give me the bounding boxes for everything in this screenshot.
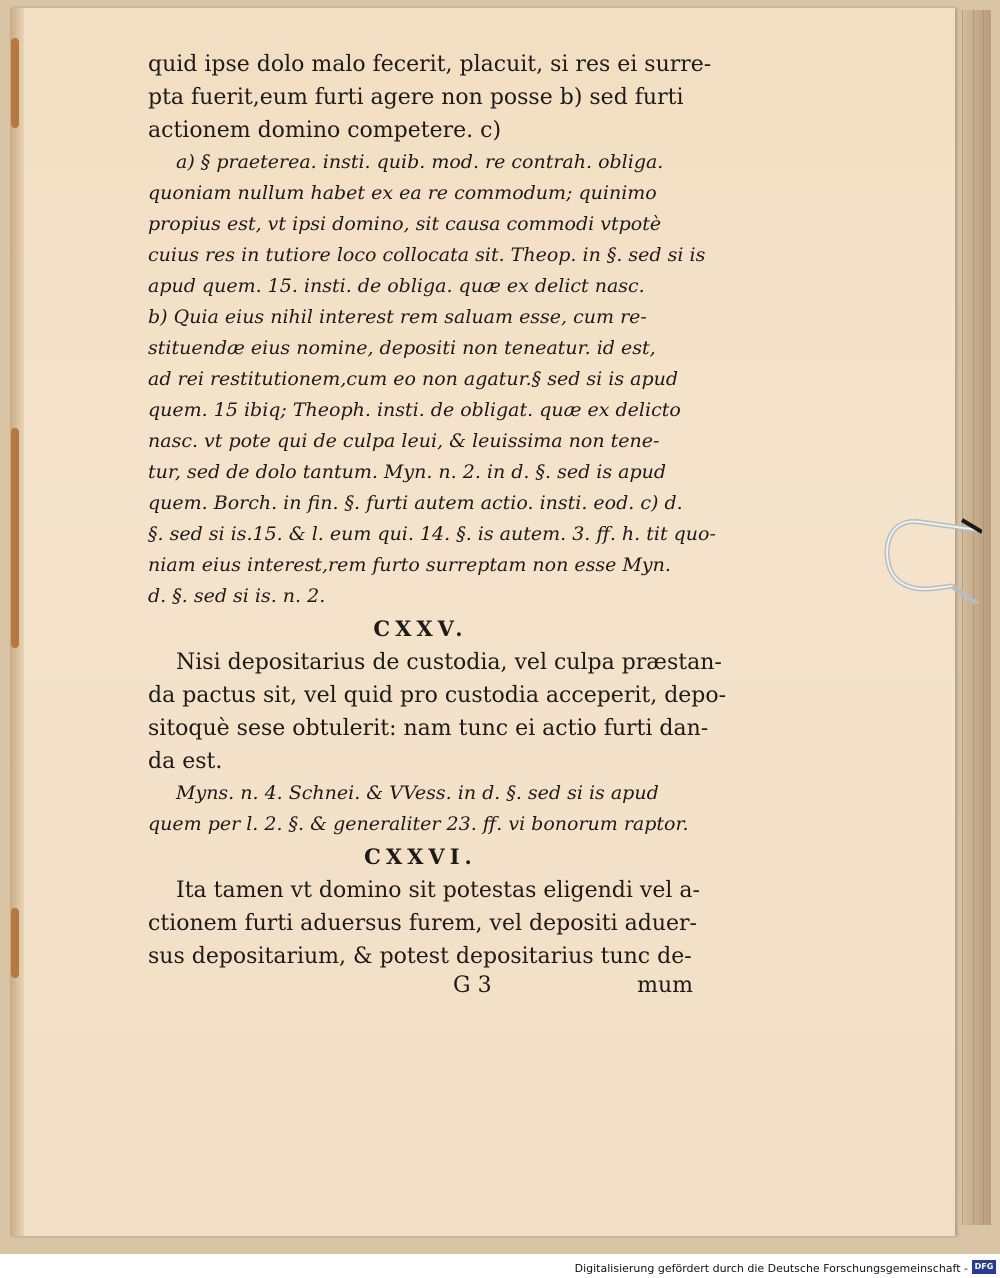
footnote-line: a) § praeterea. insti. quib. mod. re contrah. obliga. xyxy=(176,151,664,173)
footnote-line: quem. 15 ibiq; Theoph. insti. de obligat. quæ ex delicto xyxy=(148,399,681,421)
book-page xyxy=(10,8,955,1236)
binding-thread xyxy=(11,38,19,128)
binding-edge xyxy=(10,8,24,1236)
text-line: da pactus sit, vel quid pro custodia acceperit, depo- xyxy=(148,683,727,708)
paperclip-icon xyxy=(882,512,982,604)
footnote-line: cuius res in tutiore loco collocata sit. Theop. in §. sed si is xyxy=(148,244,706,266)
footnote-line: stituendæ eius nomine, depositi non teneatur. id est, xyxy=(148,337,656,359)
footnote-line: quem. Borch. in fin. §. furti autem actio. insti. eod. c) d. xyxy=(148,492,683,514)
footnote-line: nasc. vt pote qui de culpa leui, & leuissima non tene- xyxy=(148,430,660,452)
text-line: Ita tamen vt domino sit potestas eligendi vel a- xyxy=(176,878,700,903)
text-line: pta fuerit,eum furti agere non posse b) sed furti xyxy=(148,85,684,110)
footnote-line: quoniam nullum habet ex ea re commodum; quinimo xyxy=(148,182,657,204)
footnote-line: ad rei restitutionem,cum eo non agatur.§ sed si is apud xyxy=(148,368,679,390)
section-heading-cxxvi: CXXVI. xyxy=(364,844,477,869)
text-line: Nisi depositarius de custodia, vel culpa præstan- xyxy=(176,650,722,675)
footer-credit: Digitalisierung gefördert durch die Deutsche Forschungsgemeinschaft - xyxy=(574,1262,968,1275)
text-line: actionem domino competere. c) xyxy=(148,118,502,143)
signature-mark: G 3 xyxy=(453,973,492,998)
catchword: mum xyxy=(637,973,693,998)
text-line: sus depositarium, & potest depositarius tunc de- xyxy=(148,944,692,969)
footnote-line: b) Quia eius nihil interest rem saluam esse, cum re- xyxy=(148,306,647,328)
footnote-line: §. sed si is.15. & l. eum qui. 14. §. is autem. 3. ff. h. tit quo- xyxy=(148,523,716,545)
text-line: quid ipse dolo malo fecerit, placuit, si res ei surre- xyxy=(148,52,712,77)
text-line: da est. xyxy=(148,749,223,774)
footnote-line: quem per l. 2. §. & generaliter 23. ff. vi bonorum raptor. xyxy=(148,813,689,835)
dfg-logo-icon: DFG xyxy=(972,1260,996,1274)
footnote-line: apud quem. 15. insti. de obliga. quæ ex delict nasc. xyxy=(148,275,645,297)
text-line: sitoquè sese obtulerit: nam tunc ei actio furti dan- xyxy=(148,716,709,741)
footnote-line: Myns. n. 4. Schnei. & VVess. in d. §. sed si is apud xyxy=(176,782,659,804)
binding-thread xyxy=(11,428,19,648)
footnote-line: niam eius interest,rem furto surreptam non esse Myn. xyxy=(148,554,671,576)
footnote-line: propius est, vt ipsi domino, sit causa commodi vtpotè xyxy=(148,213,662,235)
section-heading-cxxv: CXXV. xyxy=(373,616,468,641)
footnote-line: d. §. sed si is. n. 2. xyxy=(148,585,326,607)
printed-text xyxy=(148,48,727,998)
text-line: ctionem furti aduersus furem, vel depositi aduer- xyxy=(148,911,697,936)
footnote-line: tur, sed de dolo tantum. Myn. n. 2. in d. §. sed is apud xyxy=(148,461,667,483)
binding-thread xyxy=(11,908,19,978)
signature-row xyxy=(148,973,693,998)
